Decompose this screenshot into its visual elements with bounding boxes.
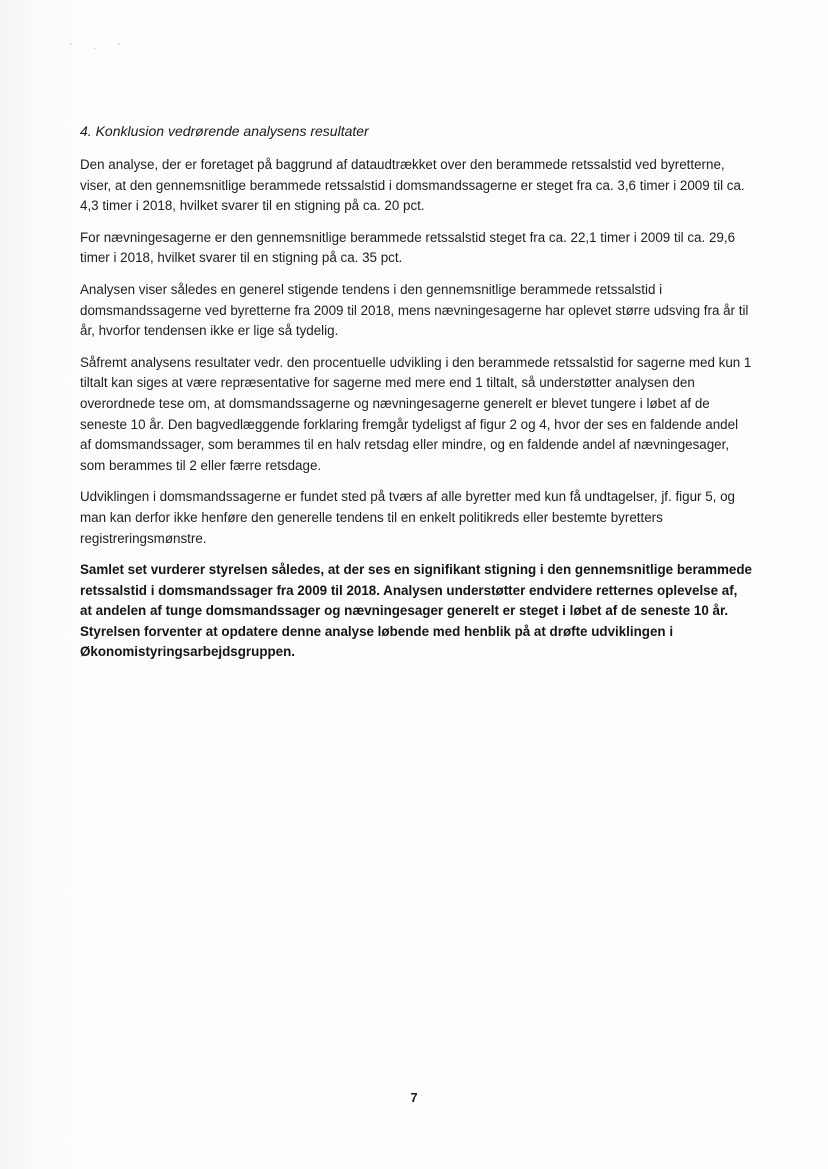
paragraph-analysis-domsmand: Den analyse, der er foretaget på baggrund af dataudtrækket over den berammede retssalstid ved byretterne, viser, at den gennemsnitlige berammede retssalstid i domsmandssagerne er steget fra ca. 3,6 timer i 2009 til ca. 4,3 timer i 2018, hvilket svarer til en stigning på ca. 20 pct.	[80, 157, 745, 214]
page-number: 7	[410, 1090, 418, 1105]
paragraph-tendens: Analysen viser således en generel stigende tendens i den gennemsnitlige berammede retssalstid i domsmandssagerne ved byretterne fra 2009 til 2018, mens nævningesagerne har oplevet større udsving fra år til år, hvorfor tendensen ikke er lige så tydelig.	[80, 281, 749, 339]
paragraph-naevning: For nævningesagerne er den gennemsnitlige berammede retssalstid steget fra ca. 22,1 timer i 2009 til ca. 29,6 timer i 2018, hvilket svarer til en stigning på ca. 35 pct.	[80, 229, 736, 266]
paragraph-byretter: Udviklingen i domsmandssagerne er fundet sted på tværs af alle byretter med kun få undtagelser, jf. figur 5, og man kan derfor ikke henføre den generelle tendens til en enkelt politikreds eller bestemte byretters registreringsmønstre.	[80, 489, 736, 546]
paragraph-conclusion-bold: Samlet set vurderer styrelsen således, at der ses en signifikant stigning i den gennemsnitlige berammede retssalstid i domsmandssager fra 2009 til 2018. Analysen understøtter endvidere retternes oplevelse af, at andelen af tunge domsmandssager og nævningesager generelt er steget i løbet af de seneste 10 år. Styrelsen forventer at opdatere denne analyse løbende med henblik på at drøfte udviklingen i Økonomistyringsarbejdsgruppen.	[80, 562, 752, 660]
scan-marks: ' . '	[70, 42, 130, 51]
document-body	[80, 121, 752, 674]
section-heading: 4. Konklusion vedrørende analysens resultater	[80, 123, 369, 139]
paragraph-repraesentativ: Såfremt analysens resultater vedr. den procentuelle udvikling i den berammede retssalstid for sagerne med kun 1 tiltalt kan siges at være repræsentative for sagerne med mere end 1 tiltalt, så understøtter analysen den overordnede tese om, at domsmandssagerne og nævningesagerne generelt er blevet tungere i løbet af de seneste 10 år. Den bagvedlæggende forklaring fremgår tydeligst af figur 2 og 4, hvor der ses en faldende andel af domsmandssager, som berammes til en halv retsdag eller mindre, og en faldende andel af nævningesager, som berammes til 2 eller færre retsdage.	[80, 354, 752, 473]
